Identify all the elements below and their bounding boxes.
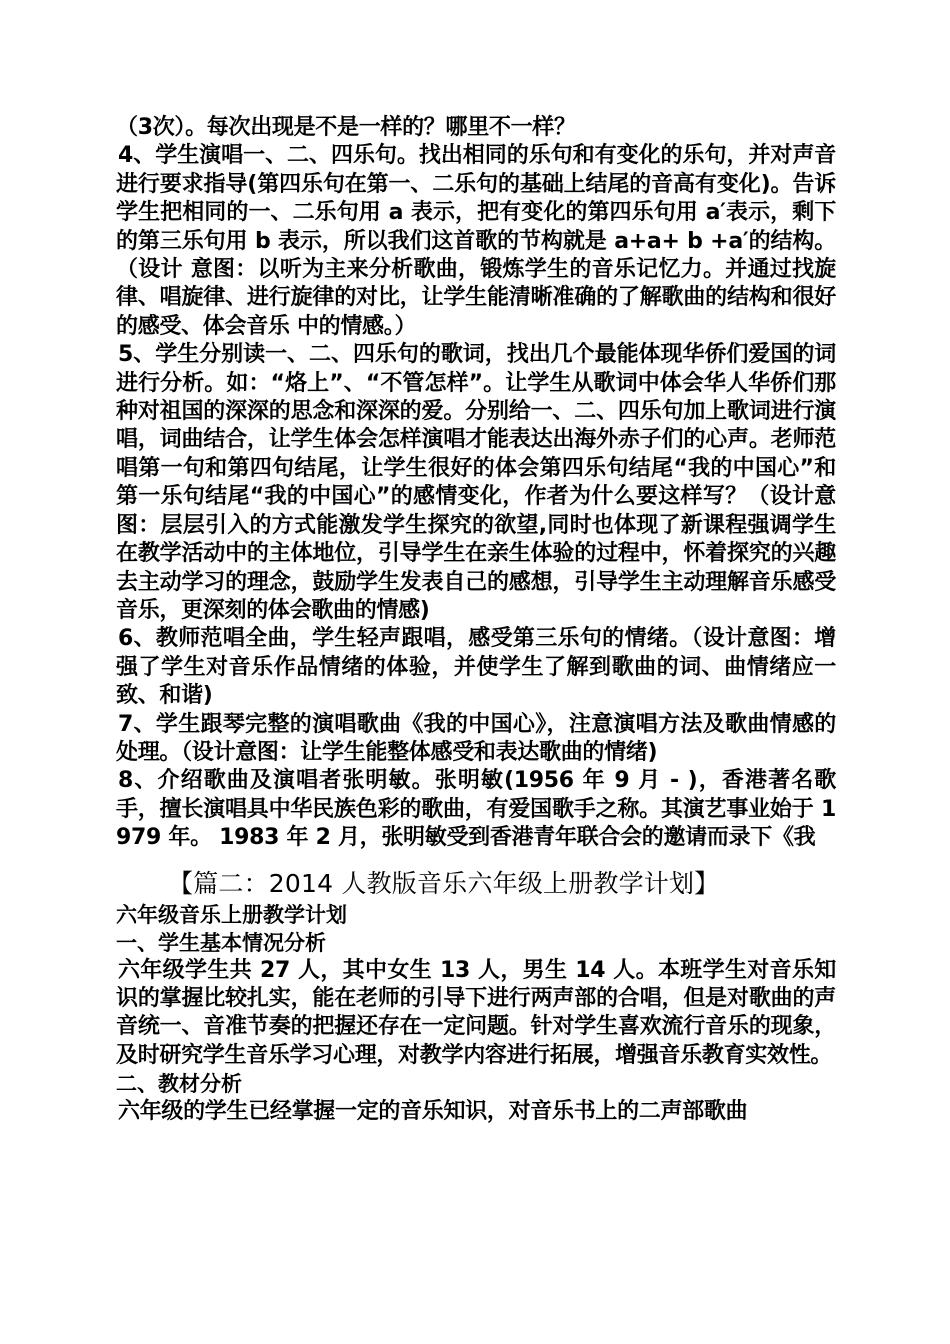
plan-title: 六年级音乐上册教学计划 [116,902,347,927]
heading-student-analysis: 一、学生基本情况分析 [116,930,326,955]
paragraph-step7: 7、学生跟琴完整的演唱歌曲《我的中国心》，注意演唱方法及歌曲情感的处理。（设计意图：让学生能整体感受和表达歌曲的情绪) [116,711,836,765]
section-title: 【篇二：2014 人教版音乐六年级上册教学计划】 [168,868,720,898]
document-page [116,114,836,1127]
paragraph-step4: 4、学生演唱一、二、四乐句。找出相同的乐句和有变化的乐句，并对声音进行要求指导(第四乐句在第一、二乐句的基础上结尾的音高有变化)。告诉学生把相同的一、二乐句用 a 表示，把有变化的第四乐句用 a′表示，剩下的第三乐句用 b 表示，所以我们这首歌的节构就是 a+a+ b +a′的结构。（设计 意图：以听为主来分析歌曲，锻炼学生的音乐记忆力。并通过找旋律、唱旋律、进行旋律的对比，让学生能清晰准确的了解歌曲的结构和很好的感受、体会音乐 中的情感。） [116,143,836,339]
heading-material-analysis: 二、教材分析 [116,1072,242,1097]
paragraph-step6: 6、教师范唱全曲，学生轻声跟唱，感受第三乐句的情绪。（设计意图：增强了学生对音乐作品情绪的体验，并使学生了解到歌曲的词、曲情绪应一致、和谐) [116,626,836,709]
paragraph-step8: 8、介绍歌曲及演唱者张明敏。张明敏(1956 年 9 月 - )，香港著名歌手，擅长演唱具中华民族色彩的歌曲，有爱国歌手之称。其演艺事业始于 1979 年。 1983 年 2 月，张明敏受到香港青年联合会的邀请而录下《我 [116,768,836,851]
paragraph-step5: 5、学生分别读一、二、四乐句的歌词，找出几个最能体现华侨们爱国的词进行分析。如：“烙上”、“不管怎样”。让学生从歌词中体会华人华侨们那种对祖国的深深的思念和深深的爱。分别给一、二、四乐句加上歌词进行演唱，词曲结合，让学生体会怎样演唱才能表达出海外赤子们的心声。老师范唱第一句和第四句结尾，让学生很好的体会第四乐句结尾“我的中国心”和第一乐句结尾“我的中国心”的感情变化，作者为什么要这样写？（设计意图：层层引入的方式能激发学生探究的欲望,同时也体现了新课程强调学生在教学活动中的主体地位，引导学生在亲生体验的过程中，怀着探究的兴趣去主动学习的理念，鼓励学生发表自己的感想，引导学生主动理解音乐感受音乐，更深刻的体会歌曲的情感) [116,342,836,623]
paragraph-material-analysis: 六年级的学生已经掌握一定的音乐知识，对音乐书上的二声部歌曲 [118,1099,748,1125]
paragraph-step3-tail: （3次）。每次出现是不是一样的？哪里不一样？ [116,115,576,140]
paragraph-student-analysis: 六年级学生共 27 人，其中女生 13 人，男生 14 人。本班学生对音乐知识的掌握比较扎实，能在老师的引导下进行两声部的合唱，但是对歌曲的声音统一、音准节奏的把握还存在一定问题。针对学生喜欢流行音乐的现象，及时研究学生音乐学习心理，对教学内容进行拓展，增强音乐教育实效性。 [116,957,836,1068]
